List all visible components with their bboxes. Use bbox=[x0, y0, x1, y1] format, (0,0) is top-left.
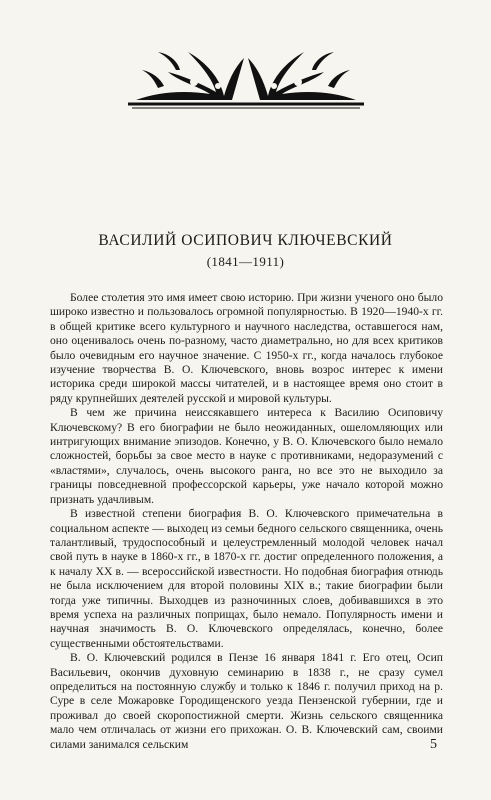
floral-ornament-icon bbox=[128, 42, 364, 110]
paragraph: Более столетия это имя имеет свою историю. При жизни ученого оно было широко известно и пользовалось огромной популярностью. В 1920—1940-х гг. в общей критике всего культурного и научного наследства, оставшегося нам, оно оценивалось очень по-разному, часто диаметрально, но для всех критиков было очевидным его научное значение. С 1950-х гг., когда началось глубокое изучение творчества В. О. Ключевского, вновь возрос интерес к имени историка среди широкой массы читателей, и в настоящее время оно стоит в ряду крупнейших деятелей русской и мировой культуры. bbox=[50, 291, 443, 405]
chapter-years: (1841—1911) bbox=[206, 254, 285, 269]
chapter-heading bbox=[0, 232, 491, 270]
page-number: 5 bbox=[430, 737, 437, 752]
paragraph: В. О. Ключевский родился в Пензе 16 января 1841 г. Его отец, Осип Васильевич, окончив духовную семинарию в 1838 г., не сразу сумел определиться на постоянную службу и только к 1846 г. получил приход на р. Суре в селе Можаровке Городищенского уезда Пензенской губернии, где и проживал до своей скоропостижной смерти. Жизнь сельского священника мало чем отличалась от жизни его прихожан. О. В. Ключевский сам, своими силами занимался сельским bbox=[50, 651, 443, 751]
paragraph: В чем же причина неиссякавшего интереса к Василию Осиповичу Ключевскому? В его биографии не было неожиданных, ошеломляющих или интригующих внимание эпизодов. Конечно, у В. О. Ключевского было немало сложностей, борьбы за свое место в науке с противниками, недоразумений с «властями», случалось, очень высокого ранга, но все это не выходило за границы повседневной профессорской карьеры, уже начало которой можно признать удачливым. bbox=[50, 406, 443, 506]
chapter-title: ВАСИЛИЙ ОСИПОВИЧ КЛЮЧЕВСКИЙ bbox=[98, 232, 393, 249]
paragraph: В известной степени биография В. О. Ключевского примечательна в социальном аспекте — выходец из семьи бедного сельского священника, очень талантливый, трудоспособный и целеустремленный молодой человек начал свой путь в науке в 1860-х гг., в 1870-х гг. достиг определенного положения, а к началу XX в. — всероссийской известности. Но подобная биография отнюдь не была исключением для второй половины XIX в.; такие биографии были тогда уже типичны. Выходцев из разночинных слоев, добивавшихся в это время успеха на различных поприщах, было немало. Популярность имени и научная значимость В. О. Ключевского определялась, конечно, более существенными обстоятельствами. bbox=[50, 507, 443, 650]
article-body bbox=[50, 291, 443, 752]
